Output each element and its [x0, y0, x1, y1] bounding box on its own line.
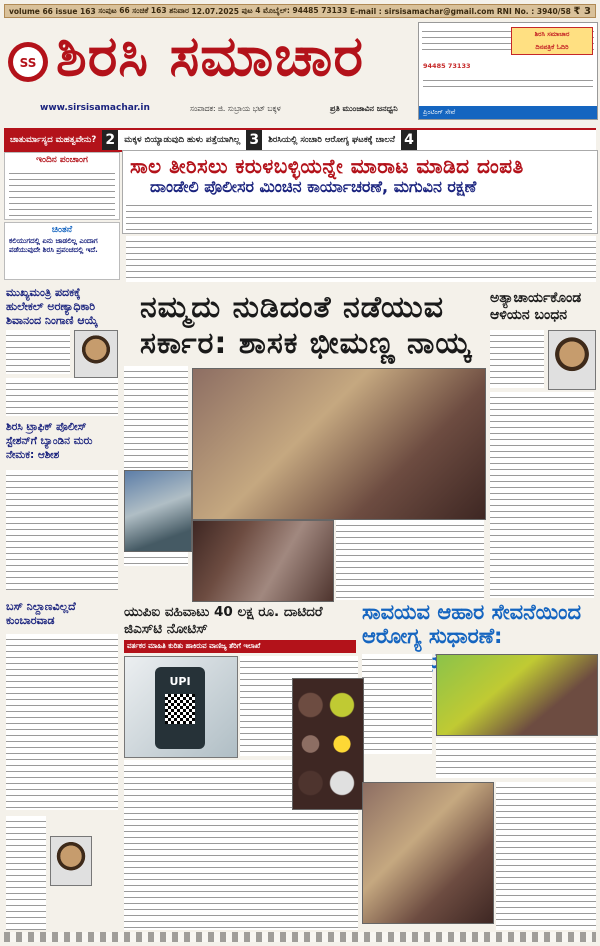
pages-label: ಪುಟ 4 [241, 6, 261, 15]
upi-phone-photo [124, 656, 238, 758]
health-event-photo [362, 782, 494, 924]
mobile-label: ಮೊಬೈಲ್: 94485 73133 [263, 6, 348, 15]
health-headline[interactable]: ಸಾವಯವ ಆಹಾರ ಸೇವನೆಯಿಂದ [362, 600, 582, 624]
ad-line2: ದಿನಪತ್ರಿಕೆ ಓದಿರಿ [535, 43, 569, 51]
email-label: E-mail : sirsisamachar@gmail.com [349, 6, 495, 16]
accused-photo [548, 330, 596, 390]
ticker-item[interactable]: ಚಾತುರ್ಮಾಸ್ಯದ ಮಹತ್ವವೇನು? [4, 130, 102, 150]
organic-food-photo [436, 654, 598, 736]
rni-label: RNI No. : 3940/58 [496, 6, 571, 16]
print-registration-strip [4, 932, 596, 942]
almanac-title: ಇಂದಿನ ಪಂಚಾಂಗ [36, 155, 88, 165]
group-photo [124, 470, 192, 552]
health-subheadline[interactable]: ಆರೋಗ್ಯ ಸುಧಾರಣೆ: [362, 624, 503, 648]
ticker-page-number: 2 [102, 130, 118, 150]
quote-text: ಕಲಿಯುಗದಲ್ಲಿ ಏನು ಜಾಡಲಿಲ್ಲ ಎಂದಾಗ ಪಡೆಯುವುದೇ ಶಿರಸಿ ಪ್ರಪಂಚದಲ್ಲಿ ಇದೆ. [9, 237, 98, 254]
qr-code-icon [165, 694, 195, 724]
price-label: ₹ 3 [573, 5, 591, 17]
quote-panel [4, 222, 120, 280]
ticker-item[interactable]: ಮಕ್ಕಳ ಬಿಯ್ಯಾಡುವುದಿ ಹುಳು ಪತ್ತೆಯಾಗಿಲ್ಲ [124, 135, 241, 145]
spice-bowls-photo [292, 678, 364, 810]
lead-ceremony-photo [192, 368, 486, 520]
ticker-item[interactable]: ಶಿರಸಿಯಲ್ಲಿ ಸಂಚಾರಿ ಆರೋಗ್ಯ ಘಟಕಕ್ಕೆ ಚಾಲನೆ [268, 135, 395, 145]
lead-headline[interactable]: ನಮ್ಮದು ನುಡಿದಂತೆ ನಡೆಯುವ [140, 290, 444, 325]
sanchike-label: ಸಂಪುಟ 66 [98, 6, 130, 15]
right-story-headline[interactable]: ಅತ್ಯಾಚಾರ್ಯಕೊಂಡ ಆಳಿಯನ ಬಂಧನ [490, 290, 582, 323]
ad-mobile: 94485 73133 [423, 62, 471, 70]
editor-credit: ಸಂಪಾದಕ: ಜಿ. ಸುಬ್ರಾಯ ಭಟ್ ಬಕ್ಕಳ [190, 104, 281, 113]
almanac-panel [4, 152, 120, 220]
gst-headline[interactable]: ಯುಪಿಐ ವಹಿವಾಟು 40 ಲಕ್ಷ ರೂ. ದಾಟಿದರೆ ಜಿಎಸ್‌ಟಿ ನೋಟಿಸ್ [124, 604, 323, 637]
issue-label: issue 163 [55, 6, 96, 16]
masthead-emblem [6, 40, 50, 84]
section-ticker [4, 128, 596, 152]
officer-photo [74, 330, 118, 378]
ad-footer: ಪ್ರಿಂಟಿಂಗ್ ಸೇವೆ [419, 106, 597, 119]
person-photo [50, 836, 92, 886]
tagline: ಪ್ರತಿ ಮುಂಜಾವಿನ ಜನಧ್ವನಿ [330, 104, 398, 113]
quote-title: ಚಿಂತನೆ [51, 225, 73, 235]
gst-subline: ವರ್ತಕರ ಮಾಹಿತಿ ಕುರಿತು ಹಾಕಿರುವ ವಾಣಿಜ್ಯ ತೆರಿಗೆ ಇಲಾಖೆ [124, 640, 356, 653]
ticker-page-number: 3 [246, 130, 262, 150]
top-story-headline[interactable]: ಸಾಲ ತೀರಿಸಲು ಕರುಳಬಳ್ಳಿಯನ್ನೇ ಮಾರಾಟ ಮಾಡಿದ ದಂಪತಿ [130, 154, 524, 178]
issue-info-bar [4, 4, 596, 18]
day-label: ಶನಿವಾರ [169, 6, 189, 15]
gst-headline-wrap [124, 604, 358, 638]
masthead-title: ಶಿರಸಿ ಸಮಾಚಾರ [56, 24, 364, 89]
sanchike-number: ಸಂಚಿಕೆ 163 [132, 6, 167, 15]
website-link[interactable]: www.sirsisamachar.in [40, 103, 150, 113]
upi-logo: UPI [169, 675, 191, 688]
advertisement-box [418, 22, 598, 120]
ad-line1: ಶಿರಸಿ ಸಮಾಚಾರ [534, 30, 570, 38]
event-photo [192, 520, 334, 602]
top-story-subheadline[interactable]: ದಾಂಡೇಲಿ ಪೊಲೀಸರ ಮಿಂಚಿನ ಕಾರ್ಯಾಚರಣೆ, ಮಗುವಿನ ರಕ್ಷಣೆ [150, 177, 477, 196]
ticker-page-number: 4 [401, 130, 417, 150]
left-story2-headline[interactable]: ಶಿರಸಿ ಟ್ರಾಫಿಕ್ ಪೊಲೀಸ್ ಸ್ಟೇಶನ್‌ಗೆ ಬ್ಯಾಂಡಿನ ಮರು ನೇಮಕ: ಆಶೀಶ [6, 421, 93, 461]
volume-label: volume 66 [9, 6, 53, 16]
svg-text:SS: SS [19, 56, 37, 70]
lead-subheadline[interactable]: ಸರ್ಕಾರ: ಶಾಸಕ ಭೀಮಣ್ಣ ನಾಯ್ಕ [140, 326, 472, 361]
date-label: 12.07.2025 [191, 6, 239, 16]
left-story3-headline[interactable]: ಬಸ್ ನಿಲ್ದಾಣವಿಲ್ಲದೆ ಕುಂಬಾರವಾಡ [6, 600, 76, 627]
left-story1-headline[interactable]: ಮುಖ್ಯಮಂತ್ರಿ ಪದಕಕ್ಕೆ ಹುಲೇಕಲ್ ಅರಣ್ಯಾಧಿಕಾರಿ ಶಿವಾನಂದ ನಿಂಗಾಣಿ ಆಯ್ಕೆ [6, 286, 98, 327]
